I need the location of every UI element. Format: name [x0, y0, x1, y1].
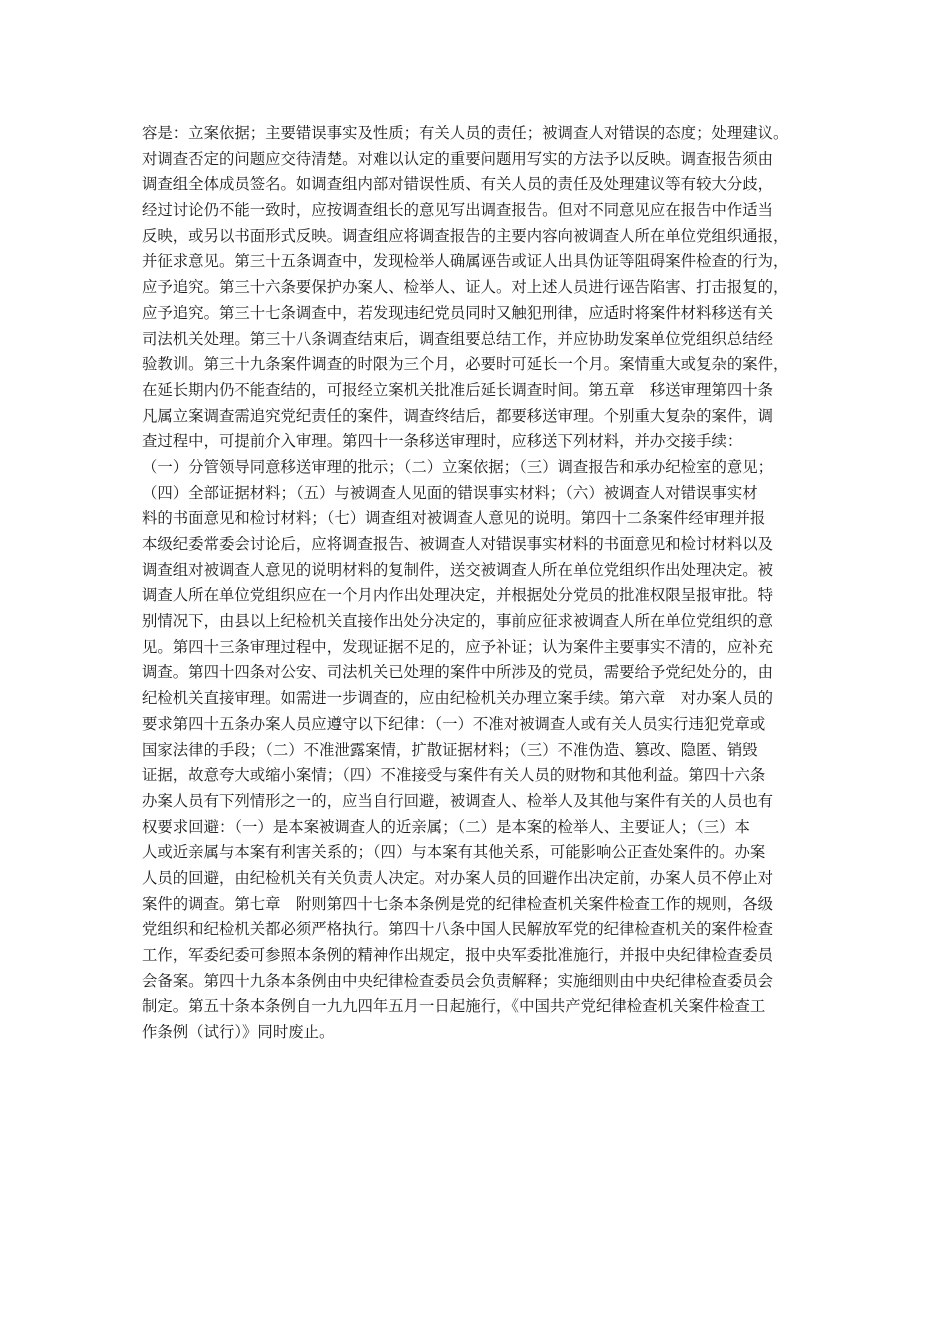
text-line: 验教训。第三十九条案件调查的时限为三个月，必要时可延长一个月。案情重大或复杂的案件，: [142, 355, 789, 374]
text-line: 国家法律的手段；（二）不准泄露案情，扩散证据材料；（三）不准伪造、篡改、隐匿、销毁: [142, 740, 758, 759]
text-line: 要求第四十五条办案人员应遵守以下纪律：（一）不准对被调查人或有关人员实行违犯党章或: [142, 714, 766, 733]
text-line: 并征求意见。第三十五条调查中，发现检举人确属诬告或证人出具伪证等阻碍案件检查的行为，: [142, 252, 789, 271]
text-line: 证据，故意夸大或缩小案情；（四）不准接受与案件有关人员的财物和其他利益。第四十六条: [142, 766, 766, 785]
text-line: 反映，或另以书面形式反映。调查组应将调查报告的主要内容向被调查人所在单位党组织通报，: [142, 226, 789, 245]
text-line: 会备案。第四十九条本条例由中央纪律检查委员会负责解释；实施细则由中央纪律检查委员会: [142, 971, 774, 990]
document-body-text: [142, 121, 812, 1046]
text-line: 办案人员有下列情形之一的，应当自行回避，被调查人、检举人及其他与案件有关的人员也有: [142, 791, 774, 810]
text-line: 工作，军委纪委可参照本条例的精神作出规定，报中央军委批准施行，并报中央纪律检查委员: [142, 946, 774, 964]
text-line: 经过讨论仍不能一致时，应按调查组长的意见写出调查报告。但对不同意见应在报告中作适当: [142, 201, 774, 220]
text-line: 别情况下，由县以上纪检机关直接作出处分决定的，事前应征求被调查人所在单位党组织的意: [142, 612, 774, 631]
text-line: 纪检机关直接审理。如需进一步调查的，应由纪检机关办理立案手续。第六章 对办案人员的: [142, 689, 774, 708]
text-line: 见。第四十三条审理过程中，发现证据不足的，应予补证；认为案件主要事实不清的，应补充: [142, 637, 774, 656]
text-line: 查过程中，可提前介入审理。第四十一条移送审理时，应移送下列材料，并办交接手续：: [142, 432, 743, 451]
text-line: （四）全部证据材料；（五）与被调查人见面的错误事实材料；（六）被调查人对错误事实材: [142, 483, 758, 502]
text-line: 作条例（试行）》同时废止。: [142, 1023, 335, 1042]
text-line: 权要求回避：（一）是本案被调查人的近亲属；（二）是本案的检举人、主要证人；（三）本: [142, 817, 750, 836]
text-line: （一）分管领导同意移送审理的批示；（二）立案依据；（三）调查报告和承办纪检室的意见；: [142, 457, 774, 476]
text-line: 料的书面意见和检讨材料；（七）调查组对被调查人意见的说明。第四十二条案件经审理并报: [142, 509, 766, 528]
text-line: 在延长期内仍不能查结的，可报经立案机关批准后延长调查时间。第五章 移送审理第四十条: [142, 380, 774, 399]
text-line: 调查。第四十四条对公安、司法机关已处理的案件中所涉及的党员，需要给予党纪处分的，由: [142, 663, 774, 682]
text-line: 调查人所在单位党组织应在一个月内作出处理决定，并根据处分党员的批准权限呈报审批。特: [142, 586, 774, 605]
text-line: 对调查否定的问题应交待清楚。对难以认定的重要问题用写实的方法予以反映。调查报告须由: [142, 149, 774, 168]
text-line: 人或近亲属与本案有利害关系的；（四）与本案有其他关系，可能影响公正查处案件的。办案: [142, 843, 766, 862]
text-line: 案件的调查。第七章 附则第四十七条本条例是党的纪律检查机关案件检查工作的规则，各级: [142, 894, 774, 913]
text-line: 容是：立案依据；主要错误事实及性质；有关人员的责任；被调查人对错误的态度；处理建议。: [142, 124, 789, 142]
text-line: 应予追究。第三十七条调查中，若发现违纪党员同时又触犯刑律，应适时将案件材料移送有关: [142, 303, 774, 322]
text-line: 本级纪委常委会讨论后，应将调查报告、被调查人对错误事实材料的书面意见和检讨材料以及: [142, 535, 774, 553]
text-line: 制定。第五十条本条例自一九九四年五月一日起施行，《中国共产党纪律检查机关案件检查工: [142, 997, 766, 1016]
text-line: 人员的回避，由纪检机关有关负责人决定。对办案人员的回避作出决定前，办案人员不停止对: [142, 868, 774, 887]
text-line: 党组织和纪检机关都必须严格执行。第四十八条中国人民解放军党的纪律检查机关的案件检查: [142, 920, 774, 939]
text-line: 调查组对被调查人意见的说明材料的复制件，送交被调查人所在单位党组织作出处理决定。被: [142, 560, 774, 579]
text-line: 凡属立案调查需追究党纪责任的案件，调查终结后，都要移送审理。个别重大复杂的案件，调: [142, 406, 774, 425]
text-line: 调查组全体成员签名。如调查组内部对错误性质、有关人员的责任及处理建议等有较大分歧，: [142, 175, 774, 194]
text-line: 司法机关处理。第三十八条调查结束后，调查组要总结工作，并应协助发案单位党组织总结经: [142, 329, 774, 348]
text-line: 应予追究。第三十六条要保护办案人、检举人、证人。对上述人员进行诬告陷害、打击报复的，: [142, 278, 789, 297]
